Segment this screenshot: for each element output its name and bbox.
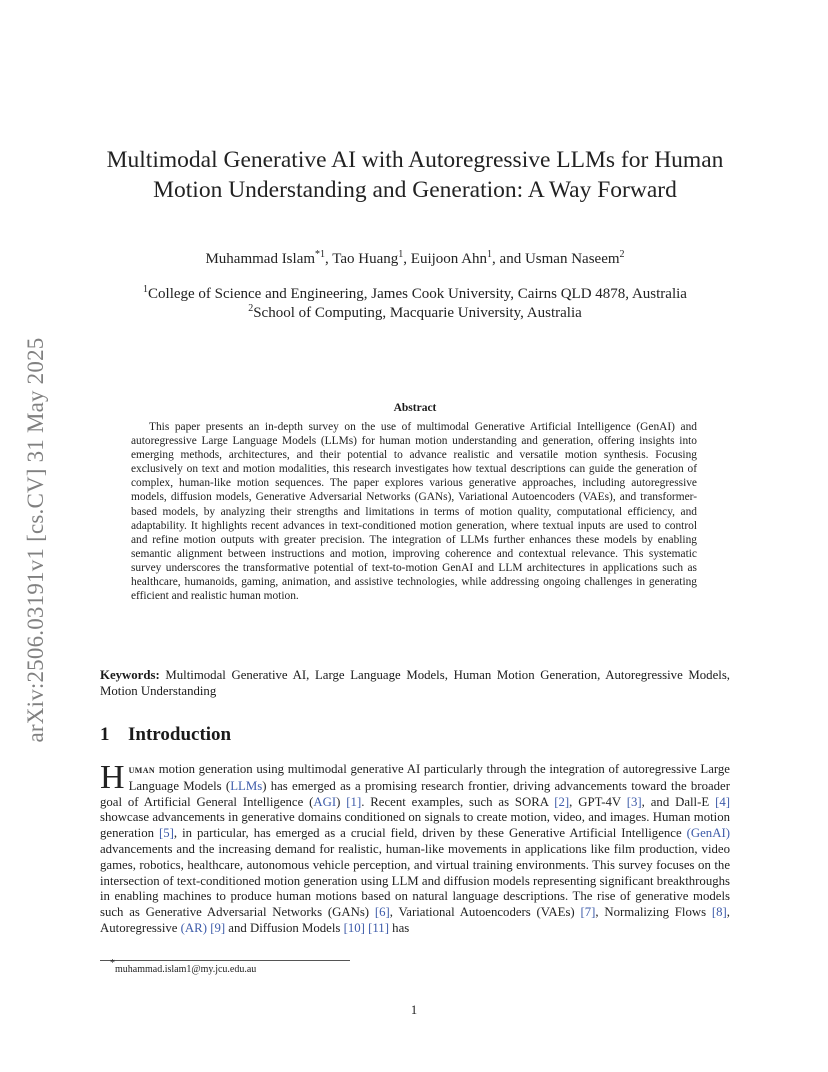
author-separator: , and [492, 251, 525, 267]
citation-link[interactable]: [6] [374, 905, 390, 920]
intro-text-run: showcase advancements in generative domains conditioned on signals to create motion, video, and images. Human motion generation [100, 810, 730, 841]
intro-text-run: and Diffusion Models [225, 920, 344, 935]
paper-title: Multimodal Generative AI with Autoregressive LLMs for Human Motion Understanding and Generation: A Way Forward [106, 147, 724, 203]
intro-text-run: , and Dall-E [641, 794, 716, 809]
author-separator: , [325, 251, 333, 267]
keywords [100, 667, 730, 699]
abstract-heading: Abstract [393, 402, 437, 414]
section-title: Introduction [128, 724, 232, 745]
affiliation-2-text: School of Computing, Macquarie University, Australia [253, 304, 582, 321]
intro-text-run: ) has emerged as a promising research frontier, driving advancements toward the broader goal of Artificial General Intelligence ( [100, 778, 730, 809]
section-number: 1 [100, 724, 110, 745]
abstract-text: This paper presents an in-depth survey on the use of multimodal Generative Artificial Intelligence (GenAI) and autoregressive Large Language Models (LLMs) for human motion understanding and generation, offering insights into emerging methods, architectures, and their potential to advance realistic and versatile motion synthesis. Focusing exclusively on text and motion modalities, this research investigates how textual descriptions can guide the generation of complex, human-like motion sequences. The paper explores various generative approaches, including autoregressive models, diffusion models, Generative Adversarial Networks (GANs), Variational Autoencoders (VAEs), and transformer-based models, by analyzing their strengths and limitations in terms of motion quality, computational efficiency, and adaptability. It highlights recent advances in text-conditioned motion generation, where textual inputs are used to control and refine motion outputs with greater precision. The integration of LLMs further enhances these models by enabling semantic alignment between instructions and motion, improving coherence and contextual relevance. This systematic survey underscores the transformative potential of text-to-motion GenAI and LLM architectures in applications such as healthcare, humanoids, gaming, animation, and assistive technologies, while addressing ongoing challenges in generating efficient and realistic human motion. [131, 421, 697, 603]
intro-text-run: , Normalizing Flows [595, 905, 712, 920]
intro-text-run: advancements and the increasing demand for realistic, human-like movements in applications like film production, video games, robotics, healthcare, autonomous vehicle perception, and virtual training environments. This survey focuses on the intersection of text-conditioned motion generation using LLM and diffusion models representing significant breakthroughs in enabling machines to produce human motions based on natural language descriptions. The rise of generative models such as Generative Adversarial Networks (GANs) [100, 841, 730, 920]
author-name: Tao Huang [332, 251, 399, 267]
citation-link[interactable]: [9] [210, 920, 226, 935]
arxiv-identifier: arXiv:2506.03191v1 [cs.CV] 31 May 2025 [23, 337, 48, 743]
citation-link[interactable]: LLMs [230, 778, 263, 793]
citation-link[interactable]: [3] [626, 794, 642, 809]
intro-text-run: has [388, 920, 410, 935]
intro-text-run: , GPT-4V [569, 794, 627, 809]
author-name: Muhammad Islam [205, 251, 316, 267]
citation-link[interactable]: [5] [158, 826, 174, 841]
keywords-text: Multimodal Generative AI, Large Language Models, Human Motion Generation, Autoregressive Models, Motion Understanding [100, 668, 730, 698]
footnote-mark: * [110, 958, 115, 969]
author-affiliation-mark: 1 [398, 249, 404, 260]
citation-link[interactable]: [11] [368, 920, 389, 935]
page-number: 1 [410, 1003, 418, 1017]
author-list [100, 251, 730, 268]
citation-link[interactable]: (GenAI) [686, 826, 730, 841]
citation-link[interactable]: (AR) [180, 920, 207, 935]
citation-link[interactable]: [2] [554, 794, 570, 809]
affiliation-1 [100, 285, 730, 304]
author-name: Euijoon Ahn [410, 251, 488, 267]
citation-link[interactable]: AGI [313, 794, 337, 809]
intro-text-run: ) [336, 794, 347, 809]
arxiv-sidebar [22, 295, 50, 785]
author-affiliation-mark: *1 [315, 249, 326, 260]
author-affiliation-mark: 2 [619, 249, 625, 260]
intro-text-run: , Autoregressive [100, 905, 730, 935]
keywords-label: Keywords: [100, 668, 160, 682]
footnote-rule [100, 960, 350, 961]
citation-link[interactable]: [1] [346, 794, 362, 809]
footnote [110, 958, 257, 975]
affiliation-2 [100, 304, 730, 323]
affiliations [100, 285, 730, 322]
citation-link[interactable]: [8] [711, 905, 727, 920]
footnote-email: muhammad.islam1@my.jcu.edu.au [115, 964, 257, 975]
small-caps-lead: uman [128, 764, 156, 776]
section-heading [100, 724, 231, 746]
intro-text-run: , Variational Autoencoders (VAEs) [389, 905, 581, 920]
citation-link[interactable]: [4] [715, 794, 730, 809]
author-separator: , [403, 251, 411, 267]
intro-text-run: . Recent examples, such as SORA [361, 794, 555, 809]
affiliation-1-text: College of Science and Engineering, James Cook University, Cairns QLD 4878, Australia [148, 286, 687, 302]
drop-cap: H [100, 759, 125, 796]
author-affiliation-mark: 1 [487, 249, 493, 260]
citation-link[interactable]: [10] [343, 920, 365, 935]
intro-text-run: , in particular, has emerged as a crucial field, driven by these Generative Artificial Intelligence [173, 826, 687, 841]
affiliation-2-mark: 2 [248, 302, 254, 314]
citation-link[interactable]: [7] [580, 905, 596, 920]
intro-text-run: motion generation using multimodal generative AI particularly through the integration of autoregressive Large Language Models ( [128, 762, 730, 793]
affiliation-1-mark: 1 [143, 284, 149, 295]
intro-paragraph [100, 759, 730, 937]
author-name: Usman Naseem [524, 251, 620, 267]
